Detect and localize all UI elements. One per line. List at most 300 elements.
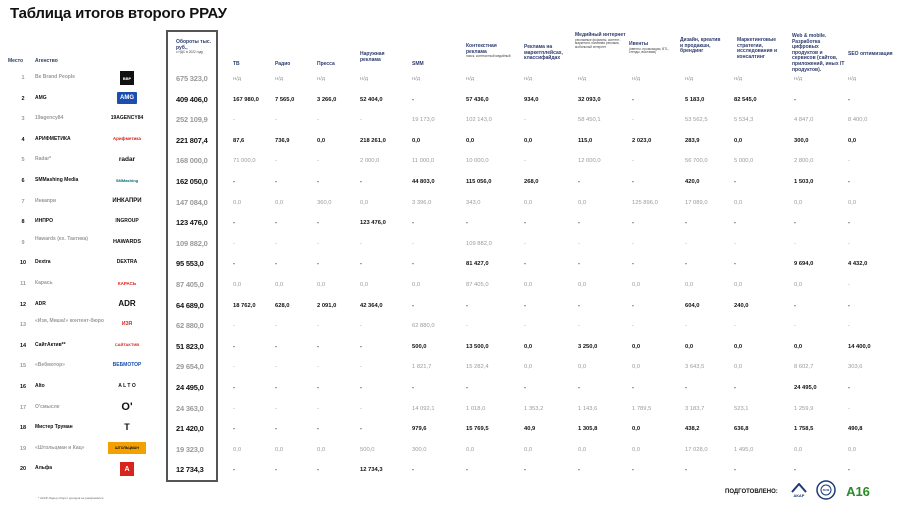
row-cell: - [466,302,468,309]
row-turnover: 24 495,0 [176,383,204,392]
row-cell: 87 405,0 [466,282,489,288]
row-rank: 2 [21,95,25,102]
row-cell: - [734,385,736,391]
header-web [792,34,846,73]
row-cell: - [794,323,796,330]
row-cell: 1 503,0 [794,179,814,185]
row-cell: 736,9 [275,137,290,144]
row-cell: 218 261,0 [360,137,386,144]
row-cell: - [524,240,526,247]
row-agency-logo: О' [108,401,146,413]
header-turnover-note: с НДС в 2022 году [176,50,203,55]
row-turnover: 64 689,0 [176,300,204,310]
row-rank: 4 [21,136,25,143]
row-cell: 53 562,5 [685,117,708,124]
row-agency-name: О'смысле [35,403,60,410]
row-cell: - [233,261,235,268]
row-cell: 0,0 [848,137,857,144]
row-cell: - [275,467,277,474]
header-outdoor [360,52,406,63]
row-agency-name: Radar* [35,156,52,163]
row-rank: 20 [19,466,27,473]
row-rank: 3 [21,116,25,123]
row-rank: 8 [21,219,25,226]
row-cell: 1 789,5 [632,405,652,412]
row-agency-logo: BBP [120,71,134,85]
row-cell: - [685,323,687,330]
row-cell: - [275,405,277,412]
row-agency-logo: DEXTRA [108,256,146,268]
row-cell: - [524,467,526,474]
row-cell: 125 896,0 [632,199,658,206]
row-cell: - [360,364,362,371]
header-outdoor-label: Наружная реклама [360,51,385,63]
row-cell: - [317,240,319,247]
row-cell: 87,6 [233,137,245,144]
row-cell: - [275,240,277,247]
row-cell: 115,0 [578,137,593,144]
row-cell: - [317,385,319,391]
row-cell: н/д [685,76,694,82]
row-cell: - [233,220,235,227]
row-cell: - [794,302,796,309]
row-turnover: 95 553,0 [176,259,204,269]
row-rank: 9 [21,239,25,246]
row-cell: - [317,117,319,124]
row-cell: 0,0 [632,343,641,350]
row-cell: 9 694,0 [794,261,814,268]
row-cell: 11 000,0 [412,158,435,165]
row-cell: н/д [848,76,857,82]
row-cell: 0,0 [524,199,533,206]
row-cell: 500,0 [412,343,427,350]
row-turnover: 252 109,9 [176,115,208,125]
row-cell: - [317,261,319,268]
header-smm [412,62,452,68]
row-agency-name: Альфа [35,465,53,472]
row-cell: - [412,302,414,309]
row-agency-logo: ADR [108,298,146,310]
row-cell: - [632,117,634,124]
row-cell: 56 700,0 [685,158,708,165]
row-cell: - [317,158,319,165]
row-cell: - [578,385,580,391]
row-cell: - [848,302,850,309]
row-cell: - [578,467,580,474]
row-agency-name: 19agency84 [35,115,64,122]
row-cell: 604,0 [685,302,700,309]
row-cell: - [275,117,277,124]
row-turnover: 29 654,0 [176,362,204,372]
row-cell: - [412,240,414,247]
row-agency-name: Hawards (ex. Тактика) [35,235,88,242]
row-cell: - [233,405,235,412]
row-cell: - [848,405,850,412]
row-cell: н/д [466,76,475,82]
row-cell: 14 400,0 [848,343,871,350]
row-cell: 500,0 [360,446,375,453]
row-cell: - [360,385,362,391]
row-cell: - [848,158,850,165]
row-cell: 3 643,5 [685,364,705,371]
row-cell: 0,0 [233,282,242,288]
row-cell: - [360,240,362,247]
row-cell: - [524,323,526,330]
row-cell: - [317,220,319,227]
row-agency-logo: ИНКАПРИ [108,195,146,207]
row-agency-name: Мистер Труман [35,424,73,431]
row-cell: 343,0 [466,199,481,206]
row-cell: 0,0 [524,137,533,144]
a16-logo [843,479,873,503]
row-cell: - [578,179,580,185]
row-turnover: 168 000,0 [176,156,208,166]
row-cell: 2 800,0 [794,158,814,165]
row-cell: 0,0 [578,446,587,453]
row-cell: 0,0 [734,137,743,144]
row-agency-name: Dextra [35,259,51,266]
akar-logo [788,479,810,501]
row-cell: н/д [275,76,284,82]
row-cell: 283,9 [685,137,700,144]
row-cell: 1 758,5 [794,426,814,433]
row-cell: - [412,261,414,268]
row-cell: 0,0 [632,282,641,288]
row-agency-name: ADR [35,300,46,307]
row-cell: 0,0 [524,343,533,350]
row-cell: 300,0 [794,137,809,144]
row-cell: 0,0 [734,343,743,350]
row-cell: - [360,426,362,433]
row-cell: 1 495,0 [734,446,754,453]
row-rank: 17 [19,404,27,411]
row-cell: - [632,261,634,268]
row-cell: 0,0 [848,199,857,206]
row-cell: 44 803,0 [412,179,435,185]
row-cell: 300,0 [412,446,427,453]
header-media-note: рекламные форматы, контент-маркетинг, нативная реклама, мобильный интернет [575,37,621,50]
row-cell: - [466,220,468,227]
row-cell: 19 173,0 [412,117,435,124]
row-cell: 0,0 [317,446,326,453]
row-cell: н/д [578,76,587,82]
row-cell: - [524,385,526,391]
raek-logo [815,479,837,501]
row-cell: 0,0 [412,137,421,144]
row-cell: - [275,385,277,391]
row-cell: 2 000,0 [360,158,380,165]
row-cell: 0,0 [794,343,803,350]
row-cell: 636,8 [734,426,749,433]
row-cell: 3 396,0 [412,199,432,206]
row-agency-logo: ВЕБМОТОР [108,359,146,371]
row-cell: - [275,426,277,433]
row-rank: 14 [19,342,27,349]
row-cell: 115 056,0 [466,179,492,185]
row-cell: 360,0 [317,199,332,206]
row-cell: - [794,96,796,103]
row-cell: - [685,220,687,227]
row-cell: 0,0 [412,282,421,288]
row-rank: 13 [19,322,27,329]
row-turnover: 62 880,0 [176,321,204,331]
header-radio [275,62,315,68]
header-tv [233,62,273,68]
a16-logo-text: A16 [846,483,870,499]
row-turnover: 409 406,0 [176,94,208,104]
row-cell: 490,8 [848,426,863,433]
row-cell: 12 000,0 [578,158,601,165]
row-cell: 14 092,1 [412,405,435,412]
row-agency-name: «Штольцман и Кац» [35,444,85,451]
row-cell: - [275,261,277,268]
row-cell: - [848,282,850,288]
row-agency-logo: INGROUP [108,215,146,227]
row-cell: 0,0 [360,199,369,206]
row-cell: 0,0 [317,282,326,288]
row-cell: - [233,467,235,474]
row-agency-name: СайтАктив** [35,341,66,348]
header-seo-label: SEO оптимизация [848,51,893,57]
header-agency [35,59,95,65]
row-cell: 0,0 [632,446,641,453]
row-cell: 0,0 [524,282,533,288]
row-rank: 15 [19,363,27,370]
row-cell: - [632,240,634,247]
row-cell: - [578,220,580,227]
row-cell: - [466,467,468,474]
row-cell: 57 436,0 [466,96,489,103]
row-turnover: 147 084,0 [176,197,208,207]
row-cell: 3 266,0 [317,96,337,103]
row-agency-logo: A L T O [108,380,146,392]
row-cell: - [233,179,235,185]
page-title: Таблица итогов второго РРАУ [10,5,227,22]
row-cell: - [233,364,235,371]
row-cell: 268,0 [524,179,539,185]
row-cell: - [275,179,277,185]
row-rank: 12 [19,301,27,308]
header-strategy-label: Маркетинговые стратегии, исследования и консалтинг [737,37,778,60]
row-cell: 0,0 [794,282,803,288]
header-smm-label: SMM [412,61,424,67]
row-cell: 0,0 [578,199,587,206]
header-rank-label: Место [8,58,24,64]
row-cell: - [275,364,277,371]
row-cell: - [317,364,319,371]
row-cell: - [360,343,362,350]
row-cell: - [317,405,319,412]
row-cell: 0,0 [317,137,326,144]
row-cell: - [848,179,850,185]
row-cell: - [466,323,468,330]
row-cell: - [734,261,736,268]
row-cell: 0,0 [233,199,242,206]
row-rank: 18 [19,425,27,432]
row-cell: - [632,158,634,165]
row-cell: 523,1 [734,405,749,412]
row-cell: 15 769,5 [466,426,489,433]
row-rank: 10 [19,260,27,267]
row-turnover: 221 807,4 [176,135,208,145]
row-cell: 0,0 [632,426,641,433]
row-turnover: 109 882,0 [176,238,208,248]
row-turnover: 19 323,0 [176,444,204,454]
row-cell: - [412,385,414,391]
row-cell: - [848,385,850,391]
row-cell: 2 091,0 [317,302,337,309]
row-cell: 58 450,1 [578,117,601,124]
footnote: * АКАР-Лидер оборот доходов не раскрывался [38,496,104,500]
row-turnover: 24 363,0 [176,403,204,413]
row-cell: 0,0 [848,446,857,453]
row-cell: - [524,220,526,227]
row-turnover: 87 405,0 [176,280,204,289]
row-agency-name: Инкапри [35,197,57,204]
row-agency-logo: Т [108,421,146,433]
row-cell: - [734,467,736,474]
row-agency-name: Be Brand People [35,74,76,80]
row-cell: 0,0 [360,282,369,288]
row-cell: - [412,220,414,227]
row-cell: н/д [524,76,533,82]
row-cell: - [734,240,736,247]
row-cell: - [685,240,687,247]
row-turnover: 21 420,0 [176,424,204,434]
row-cell: 0,0 [233,446,242,453]
row-cell: 0,0 [794,199,803,206]
row-cell: 5 183,0 [685,96,705,103]
row-cell: - [275,323,277,330]
header-context-label: Контекстная реклама [466,43,497,55]
row-cell: 71 000,0 [233,158,256,165]
row-cell: - [685,385,687,391]
row-cell: - [524,302,526,309]
row-cell: 8 602,7 [794,364,814,371]
row-agency-name: «Вебмотор» [35,362,65,369]
row-cell: - [412,96,414,103]
row-cell: - [734,220,736,227]
row-cell: 1 259,9 [794,405,814,412]
row-cell: - [317,467,319,474]
row-cell: - [578,261,580,268]
row-cell: 102 143,0 [466,117,492,124]
header-press [317,62,357,68]
row-cell: - [524,261,526,268]
row-cell: 303,6 [848,364,863,371]
row-rank: 7 [21,198,25,205]
row-cell: 0,0 [524,364,533,371]
row-cell: - [233,117,235,124]
row-agency-logo: radar [108,153,146,165]
row-cell: 1 821,7 [412,364,432,371]
row-cell: 0,0 [685,343,694,350]
akar-logo-text: АКАР [793,492,805,498]
row-cell: - [685,467,687,474]
row-cell: 62 880,0 [412,323,435,330]
raek-logo-text: РАЭК [822,488,830,492]
row-cell: - [466,385,468,391]
row-cell: - [317,343,319,350]
header-turnover-label: Обороты тыс. руб., [176,39,212,51]
row-cell: - [233,323,235,330]
header-rank [8,59,28,65]
row-cell: 1 143,6 [578,405,598,412]
row-cell: 5 000,0 [734,158,754,165]
row-rank: 6 [21,178,25,184]
row-cell: 1 018,0 [466,405,486,412]
row-cell: 10 000,0 [466,158,489,165]
row-cell: 0,0 [275,282,284,288]
header-marketplace [524,45,580,62]
row-cell: 5 534,3 [734,117,754,124]
row-cell: - [632,323,634,330]
row-agency-name: AMG [35,94,47,101]
row-cell: - [848,240,850,247]
row-cell: 82 545,0 [734,96,757,103]
row-cell: - [233,343,235,350]
header-strategy [737,38,785,60]
prepared-label: ПОДГОТОВЛЕНО: [725,489,778,495]
header-events [629,42,681,55]
header-context-note: поиск, контекстный медийный [466,54,511,59]
row-cell: 13 500,0 [466,343,489,350]
header-agency-label: Агенство [35,58,58,64]
row-cell: н/д [360,76,369,82]
row-turnover: 675 323,0 [176,74,208,83]
row-cell: 979,6 [412,426,427,433]
row-turnover: 12 734,3 [176,465,204,475]
row-cell: 18 762,0 [233,302,256,309]
row-agency-logo: КАРАСЬ [108,277,146,289]
row-cell: 123 476,0 [360,220,386,227]
row-cell: 3 250,0 [578,343,598,350]
row-cell: 109 882,0 [466,240,492,247]
row-cell: - [734,179,736,185]
row-cell: 628,0 [275,302,290,309]
row-cell: - [233,240,235,247]
row-rank: 16 [19,384,27,390]
row-cell: 42 364,0 [360,302,383,309]
row-agency-name: «Изя, Миша!» контент-бюро [35,318,104,325]
row-cell: 1 305,8 [578,426,598,433]
row-cell: 0,0 [685,282,694,288]
row-cell: - [632,467,634,474]
row-cell: 0,0 [275,199,284,206]
row-cell: 4 432,0 [848,261,868,268]
row-cell: - [275,343,277,350]
row-cell: - [734,323,736,330]
row-agency-name: SMMashing Media [35,177,79,183]
header-web-label: Web & mobile. Разработка цифровых продуктов и сервисов (сайтов, приложений, иных IT продуктов). [792,33,845,73]
row-cell: н/д [734,76,743,82]
row-agency-logo: ШТОЛЬЦМАН [108,442,146,454]
row-cell: 0,0 [466,137,475,144]
row-cell: 17 028,0 [685,446,708,453]
row-cell: 0,0 [578,364,587,371]
row-turnover: 123 476,0 [176,218,208,228]
row-cell: н/д [412,76,421,82]
row-cell: - [233,385,235,391]
row-cell: - [524,117,526,124]
header-press-label: Пресса [317,61,335,67]
row-cell: - [578,323,580,330]
row-cell: 4 847,0 [794,117,814,124]
row-cell: - [360,179,362,185]
row-turnover: 51 823,0 [176,341,204,351]
row-cell: 3 183,7 [685,405,705,412]
row-cell: - [360,117,362,124]
